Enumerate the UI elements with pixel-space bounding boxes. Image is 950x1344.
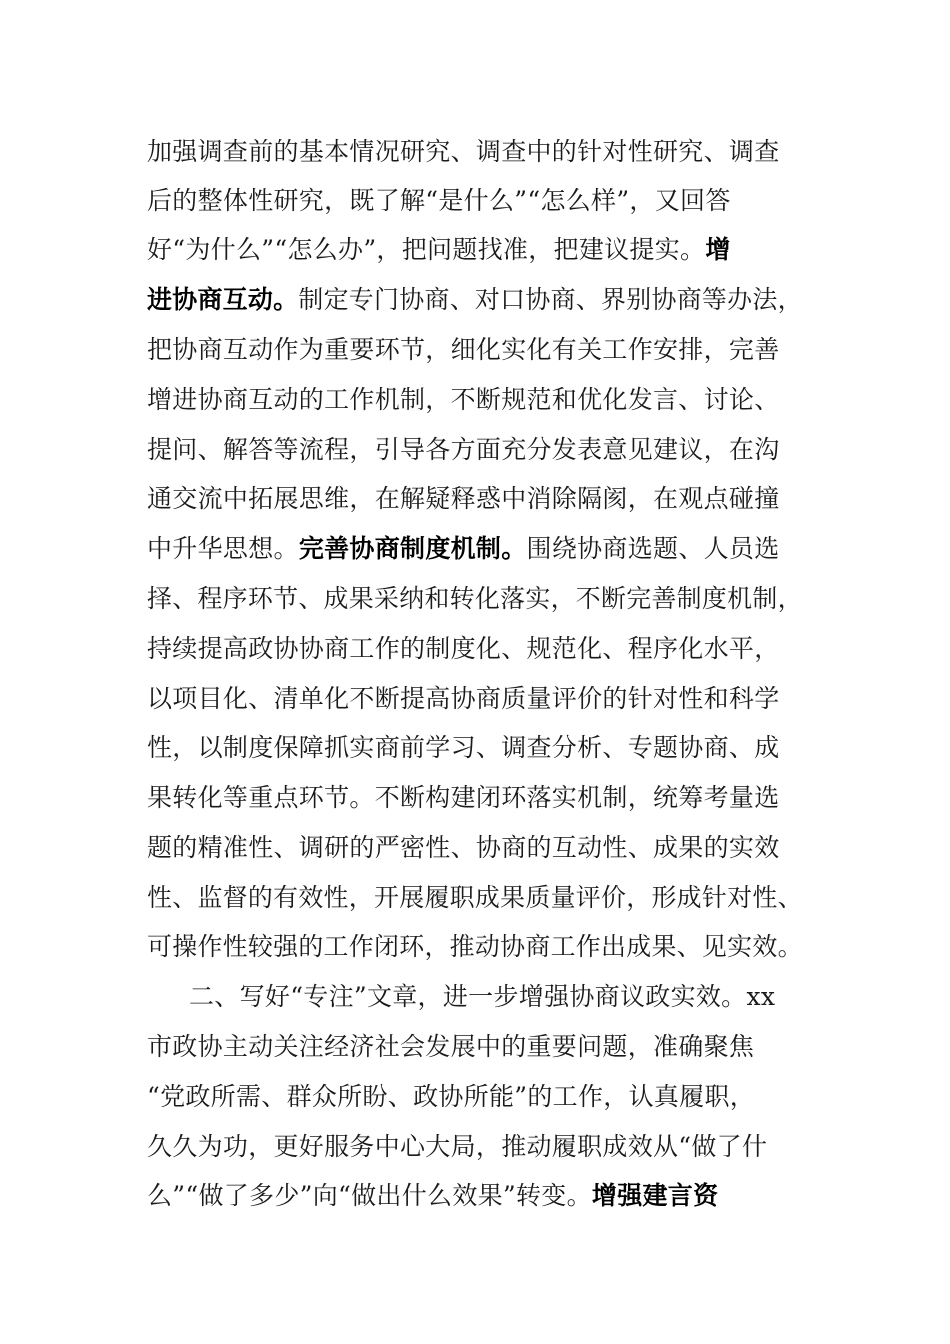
bold-heading-segment: 增强建言资 (591, 1181, 719, 1210)
text-segment: 题的精准性、调研的严密性、协商的互动性、成果的实效 (147, 833, 780, 862)
text-segment: 果转化等重点环节。不断构建闭环落实机制，统筹考量选 (147, 783, 780, 812)
text-segment: 加强调查前的基本情况研究、调查中的针对性研究、调查 (147, 137, 780, 166)
text-line (147, 732, 780, 764)
text-segment: 性、监督的有效性，开展履职成果质量评价，形成针对性、 (147, 883, 803, 912)
text-segment: 持续提高政协协商工作的制度化、规范化、程序化水平， (147, 634, 780, 663)
text-segment: 么”“做了多少”向“做出什么效果”转变。 (147, 1181, 592, 1210)
text-line (147, 832, 780, 864)
text-segment: 以项目化、清单化不断提高协商质量评价的针对性和科学 (147, 684, 780, 713)
text-segment: 增进协商互动的工作机制，不断规范和优化发言、讨论、 (147, 385, 780, 414)
text-line (147, 633, 780, 665)
text-segment: “党政所需、群众所盼、政协所能”的工作，认真履职， (147, 1082, 756, 1111)
bold-heading-segment: 进协商互动。 (147, 285, 299, 314)
text-line (147, 931, 803, 963)
text-segment: 制定专门协商、对口协商、界别协商等办法， (298, 285, 803, 314)
text-line (147, 583, 803, 615)
text-segment: 性，以制度保障抓实商前学习、调查分析、专题协商、成 (147, 733, 780, 762)
text-line (147, 882, 803, 914)
text-line (147, 234, 731, 266)
text-segment: 中升华思想。 (147, 534, 299, 563)
text-line (189, 981, 775, 1013)
text-line (147, 483, 780, 515)
text-line (147, 782, 780, 814)
text-segment: 围绕协商选题、人员选 (526, 534, 780, 563)
text-line (147, 1180, 718, 1212)
text-line (147, 284, 803, 316)
text-line (147, 1081, 755, 1113)
text-line (147, 533, 780, 565)
section-heading-text: 二、写好“专注”文章，进一步增强协商议政实效。xx (189, 982, 776, 1011)
text-segment: 提问、解答等流程，引导各方面充分发表意见建议，在沟 (147, 435, 780, 464)
text-segment: 好“为什么”“怎么办”，把问题找准，把建议提实。 (147, 235, 706, 264)
text-segment: 把协商互动作为重要环节，细化实化有关工作安排，完善 (147, 335, 780, 364)
text-line (147, 434, 780, 466)
text-segment: 通交流中拓展思维，在解疑释惑中消除隔阂，在观点碰撞 (147, 484, 780, 513)
text-segment: 久久为功，更好服务中心大局，推动履职成效从“做了什 (147, 1132, 768, 1161)
text-line (147, 334, 780, 366)
text-segment: 市政协主动关注经济社会发展中的重要问题，准确聚焦 (147, 1032, 755, 1061)
text-line (147, 1031, 754, 1063)
text-segment: 可操作性较强的工作闭环，推动协商工作出成果、见实效。 (147, 932, 803, 961)
text-segment: 择、程序环节、成果采纳和转化落实，不断完善制度机制， (147, 584, 803, 613)
text-line (147, 185, 731, 217)
text-line (147, 1131, 767, 1163)
bold-heading-segment: 增 (705, 235, 731, 264)
text-segment: 后的整体性研究，既了解“是什么”“怎么样”，又回答 (147, 186, 731, 215)
bold-heading-segment: 完善协商制度机制。 (298, 534, 527, 563)
text-line (147, 136, 780, 168)
text-line (147, 683, 780, 715)
text-line (147, 384, 780, 416)
